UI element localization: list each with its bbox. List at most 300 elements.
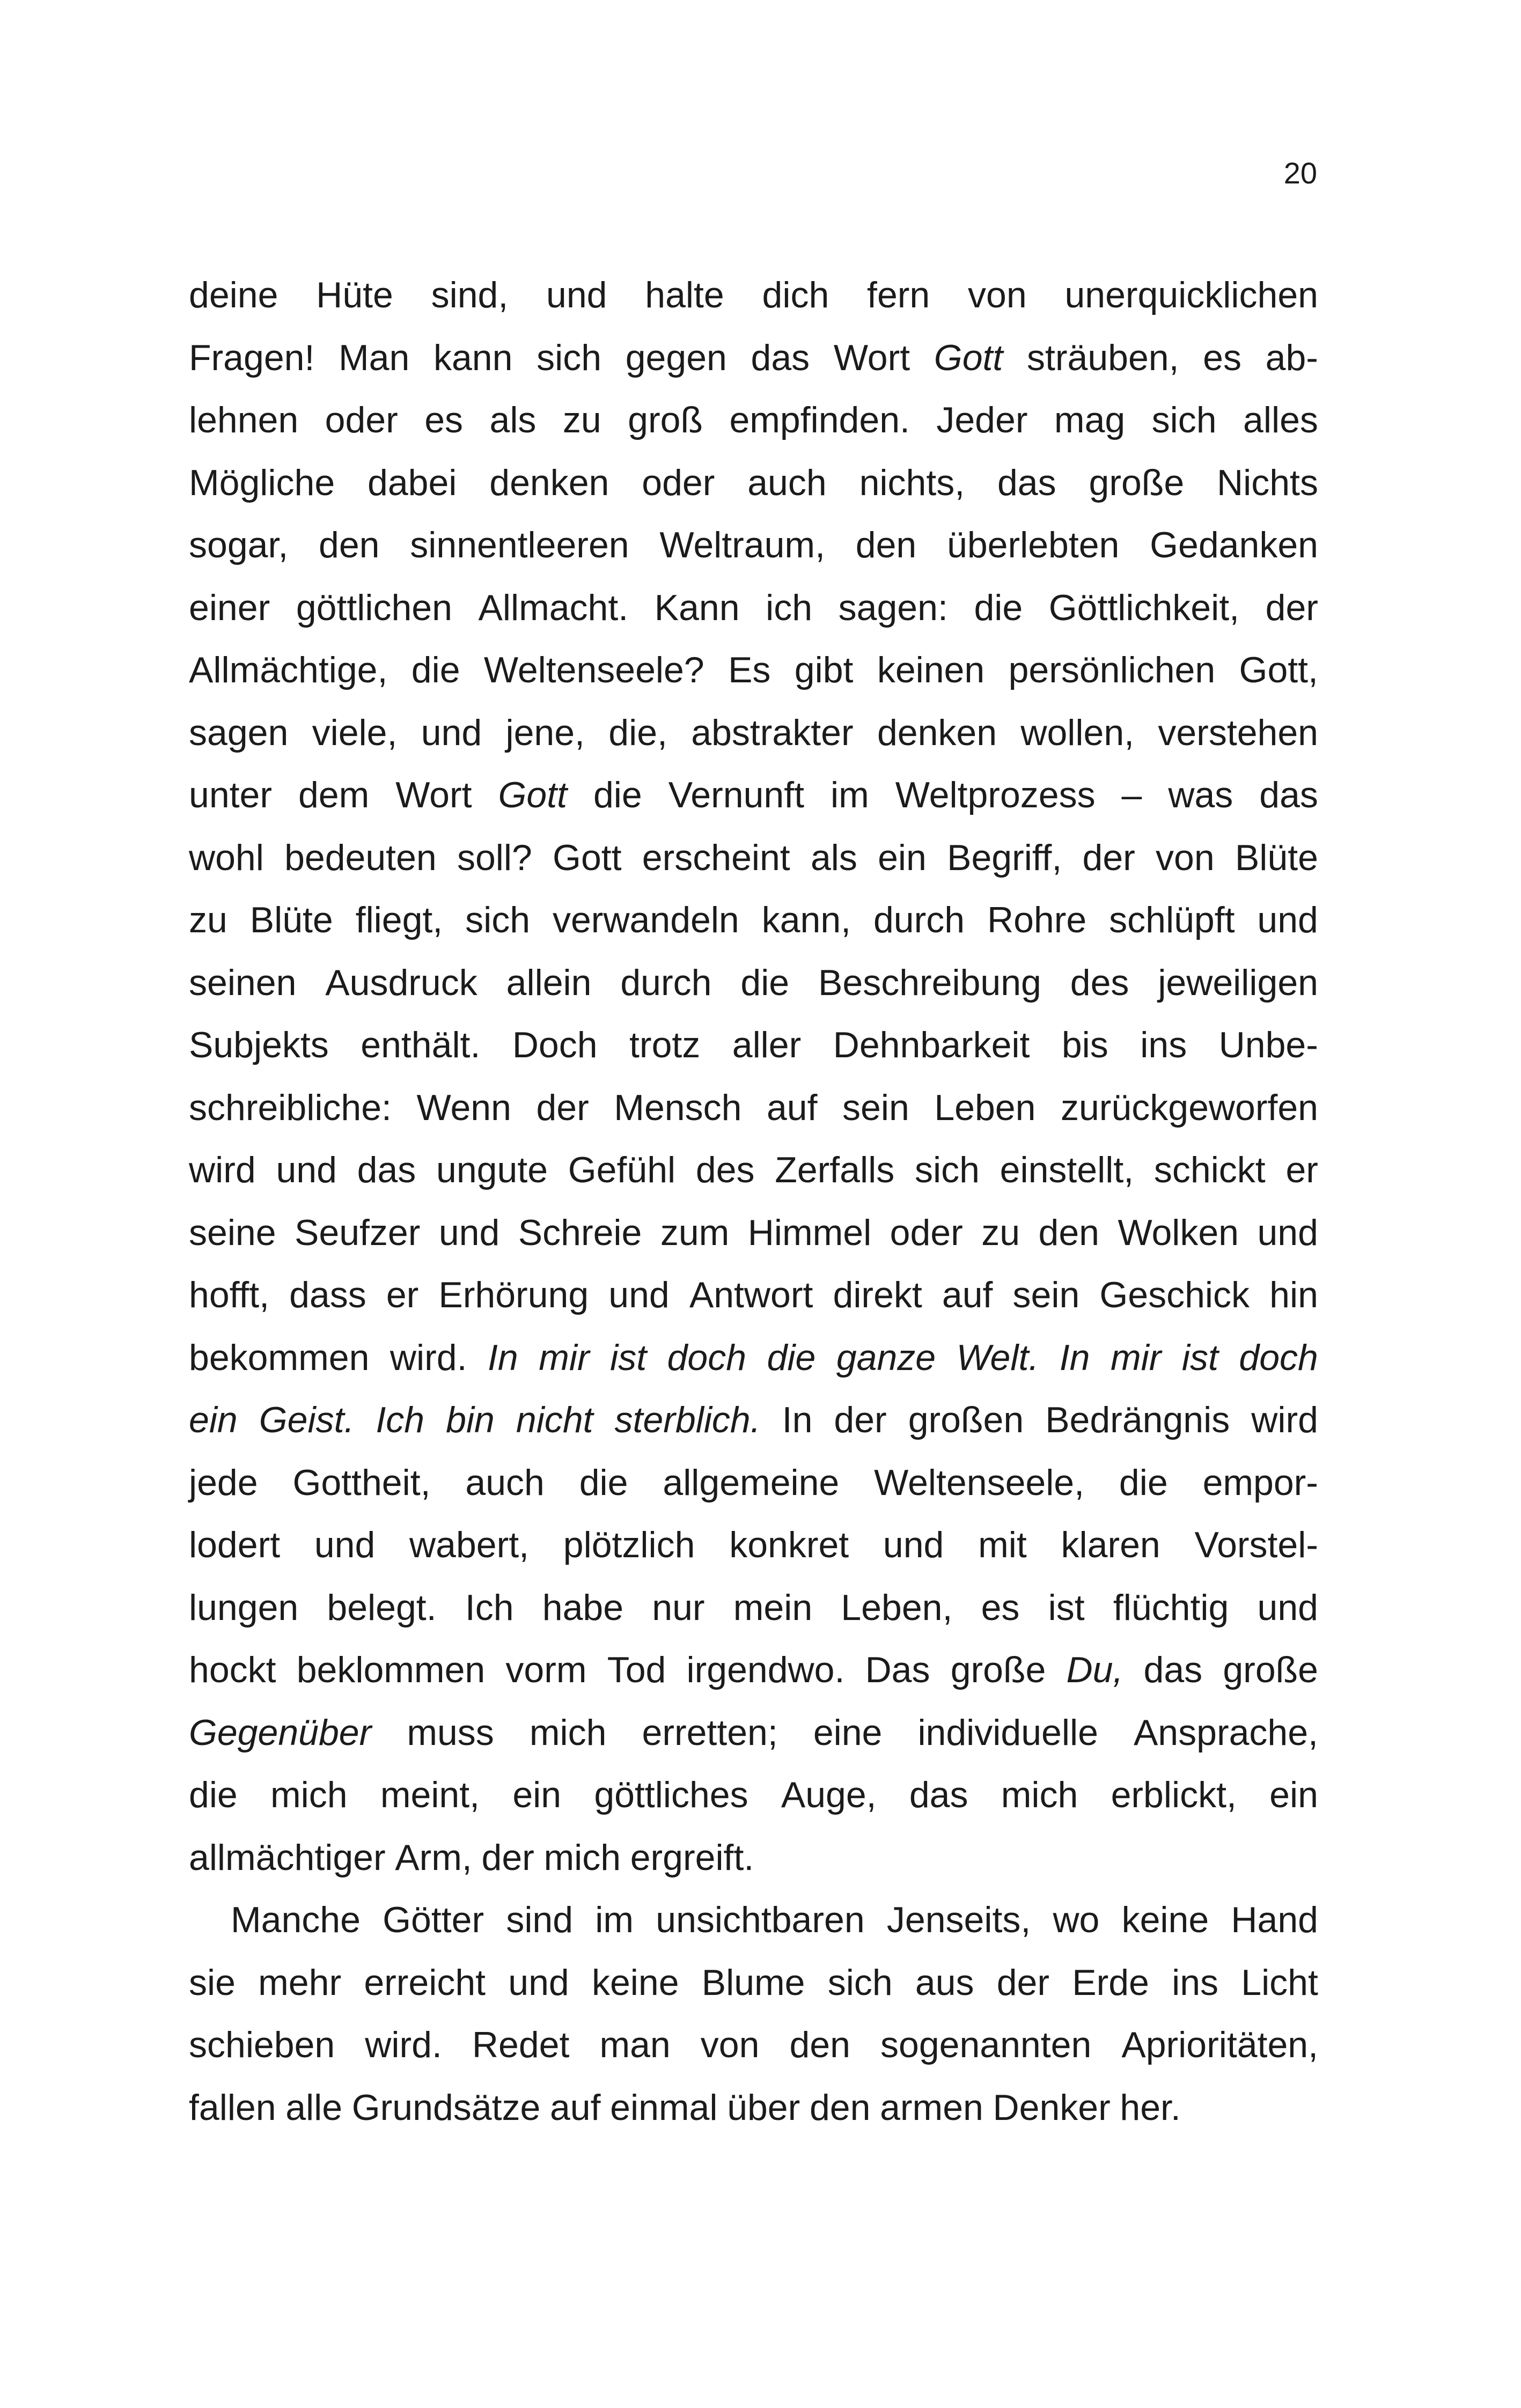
word: Mögliche: [189, 462, 335, 503]
word: unerquicklichen: [1064, 275, 1318, 315]
word: von: [700, 2024, 760, 2065]
text-line: [189, 1889, 1318, 1952]
word: die: [740, 962, 790, 1003]
word: unsichtbaren: [656, 1899, 865, 1940]
word: her.: [1120, 2087, 1181, 2128]
word: die: [411, 650, 460, 690]
word: den: [319, 525, 380, 565]
word: Seufzer: [295, 1212, 421, 1253]
word: Man: [339, 337, 410, 378]
word: Götter: [383, 1899, 484, 1940]
word: Ausdruck: [325, 962, 477, 1003]
word: eine: [813, 1712, 883, 1753]
word: Denker: [993, 2087, 1111, 2128]
word: Vorstel-: [1194, 1525, 1318, 1565]
word: und: [276, 1150, 337, 1190]
italic-word: nicht: [516, 1400, 593, 1440]
word: ein: [878, 837, 927, 878]
word: deine: [189, 275, 278, 315]
word: auch: [465, 1462, 545, 1503]
word: gegen: [625, 337, 727, 378]
word: keine: [591, 1962, 679, 2003]
italic-word: Geist.: [259, 1400, 355, 1440]
text-line: [189, 514, 1318, 577]
word: Leben: [934, 1087, 1036, 1128]
italic-word: ist: [610, 1337, 647, 1378]
word: den: [809, 2087, 871, 2128]
word: wird: [189, 1150, 256, 1190]
text-line: [189, 1577, 1318, 1639]
word: und: [608, 1275, 670, 1315]
word: wollen,: [1020, 712, 1135, 753]
word: sein: [1012, 1275, 1080, 1315]
word: göttliches: [594, 1774, 748, 1815]
word: Aprioritäten,: [1121, 2024, 1318, 2065]
word: die: [189, 1774, 238, 1815]
text-line: [189, 1952, 1318, 2014]
paragraph: [189, 1889, 1318, 2139]
word: beklommen: [296, 1649, 486, 1690]
word: Gott: [553, 837, 622, 878]
word: Göttlichkeit,: [1048, 587, 1240, 628]
word: armen: [880, 2087, 983, 2128]
word: erretten;: [642, 1712, 778, 1753]
word: Begriff,: [947, 837, 1062, 878]
word: sträuben,: [1026, 337, 1179, 378]
word: der: [536, 1087, 589, 1128]
word: sein: [842, 1087, 909, 1128]
word: Auge,: [781, 1774, 877, 1815]
text-line: [189, 577, 1318, 639]
word: Doch: [512, 1025, 598, 1065]
word: mich: [1001, 1774, 1078, 1815]
word: flüchtig: [1113, 1587, 1229, 1628]
text-line: [189, 1327, 1318, 1389]
word: Nichts: [1217, 462, 1318, 503]
word: sinnentleeren: [410, 525, 629, 565]
text-line: [189, 764, 1318, 827]
word: des: [695, 1150, 755, 1190]
word: sich: [465, 900, 531, 940]
word: Dehnbarkeit: [833, 1025, 1030, 1065]
word: nur: [652, 1587, 705, 1628]
word: man: [599, 2024, 671, 2065]
word: Weltprozess: [895, 775, 1096, 815]
word: mein: [733, 1587, 813, 1628]
word: plötzlich: [563, 1525, 695, 1565]
word: sind,: [431, 275, 509, 315]
word: Weltraum,: [659, 525, 825, 565]
word: groß: [628, 400, 703, 440]
word: bekommen: [189, 1337, 370, 1378]
word: große: [1223, 1649, 1318, 1690]
word: Manche: [231, 1899, 361, 1940]
text-line: [189, 1389, 1318, 1452]
word: Rohre: [987, 900, 1087, 940]
word: Himmel: [747, 1212, 872, 1253]
word: was: [1168, 775, 1233, 815]
word: verstehen: [1158, 712, 1318, 753]
italic-word: doch: [667, 1337, 747, 1378]
word: schickt: [1153, 1150, 1266, 1190]
word: große: [950, 1649, 1046, 1690]
word: die,: [608, 712, 667, 753]
word: oder: [325, 400, 398, 440]
word: Weltenseele,: [874, 1462, 1085, 1503]
word: Tod: [607, 1649, 666, 1690]
word: des: [1070, 962, 1129, 1003]
italic-word: die: [767, 1337, 816, 1378]
italic-word: doch: [1239, 1337, 1318, 1378]
word: Gedanken: [1150, 525, 1318, 565]
italic-word: In: [1059, 1337, 1090, 1378]
word: der: [834, 1400, 887, 1440]
word: bis: [1061, 1025, 1108, 1065]
word: der: [996, 1962, 1050, 2003]
word: überlebten: [947, 525, 1120, 565]
word: zu: [981, 1212, 1020, 1253]
word: Unbe-: [1218, 1025, 1318, 1065]
word: trotz: [629, 1025, 701, 1065]
word: den: [789, 2024, 850, 2065]
word: klaren: [1061, 1525, 1160, 1565]
word: lodert: [189, 1525, 281, 1565]
word: sich: [827, 1962, 893, 2003]
text-line: [189, 827, 1318, 889]
word: ich: [766, 587, 813, 628]
word: ergreift.: [630, 1837, 754, 1878]
word: halte: [645, 275, 724, 315]
word: im: [595, 1899, 634, 1940]
word: Gottheit,: [292, 1462, 431, 1503]
word: irgendwo.: [686, 1649, 845, 1690]
word: fern: [867, 275, 930, 315]
word: habe: [542, 1587, 624, 1628]
word: aus: [915, 1962, 974, 2003]
word: jeweiligen: [1158, 962, 1318, 1003]
word: den: [855, 525, 917, 565]
word: hockt: [189, 1649, 276, 1690]
word: zu: [562, 400, 601, 440]
word: Wolken: [1118, 1212, 1239, 1253]
text-line: [189, 1702, 1318, 1764]
word: der: [1082, 837, 1135, 878]
word: auf: [766, 1087, 818, 1128]
word: die: [1119, 1462, 1168, 1503]
word: sich: [914, 1150, 980, 1190]
word: als: [810, 837, 857, 878]
word: zu: [189, 900, 227, 940]
word: und: [1257, 1587, 1318, 1628]
word: individuelle: [917, 1712, 1098, 1753]
word: Erde: [1072, 1962, 1149, 2003]
word: Leben,: [841, 1587, 953, 1628]
italic-word: mir: [539, 1337, 590, 1378]
italic-word: Du,: [1066, 1649, 1123, 1690]
word: wabert,: [409, 1525, 530, 1565]
word: einmal: [610, 2087, 718, 2128]
word: jede: [189, 1462, 258, 1503]
word: auch: [747, 462, 827, 503]
word: allein: [506, 962, 592, 1003]
word: bedeuten: [284, 837, 437, 878]
text-line: [189, 889, 1318, 952]
italic-word: In: [487, 1337, 518, 1378]
word: muss: [407, 1712, 494, 1753]
word: hin: [1269, 1275, 1318, 1315]
word: einer: [189, 587, 270, 628]
word: allmächtiger: [189, 1837, 386, 1878]
word: mich: [270, 1774, 348, 1815]
word: der: [481, 1837, 534, 1878]
word: göttlichen: [296, 587, 452, 628]
word: sich: [537, 337, 602, 378]
word: und: [546, 275, 607, 315]
word: dem: [298, 775, 370, 815]
word: enthält.: [361, 1025, 481, 1065]
word: alles: [1243, 400, 1318, 440]
word: seinen: [189, 962, 297, 1003]
word: im: [830, 775, 869, 815]
word: und: [1257, 1212, 1318, 1253]
word: ein: [1269, 1774, 1318, 1815]
word: zum: [660, 1212, 730, 1253]
word: Arm,: [395, 1837, 472, 1878]
word: mag: [1054, 400, 1126, 440]
word: Redet: [472, 2024, 570, 2065]
text-line: [189, 1452, 1318, 1514]
word: den: [1038, 1212, 1100, 1253]
word: dich: [762, 275, 829, 315]
text-line: [189, 1014, 1318, 1077]
word: aller: [732, 1025, 802, 1065]
word: Es: [728, 650, 771, 690]
word: Weltenseele?: [483, 650, 704, 690]
word: Blüte: [1235, 837, 1318, 878]
word: durch: [873, 900, 965, 940]
italic-word: mir: [1110, 1337, 1162, 1378]
word: Beschreibung: [818, 962, 1041, 1003]
word: alle: [285, 2087, 343, 2128]
word: keinen: [877, 650, 985, 690]
word: unter: [189, 775, 272, 815]
word: die: [974, 587, 1023, 628]
italic-word: sterblich.: [614, 1400, 761, 1440]
word: jene,: [505, 712, 585, 753]
word: Zerfalls: [775, 1150, 895, 1190]
word: ein: [512, 1774, 562, 1815]
word: verwandeln: [552, 900, 739, 940]
word: denken: [489, 462, 609, 503]
text-line: [189, 1639, 1318, 1702]
word: Vernunft: [668, 775, 804, 815]
text-line: [189, 952, 1318, 1014]
word: Wenn: [416, 1087, 511, 1128]
word: ab-: [1265, 337, 1318, 378]
word: die: [579, 1462, 628, 1503]
word: es: [981, 1587, 1020, 1628]
word: sogar,: [189, 525, 289, 565]
word: über: [727, 2087, 800, 2128]
text-line: [189, 2014, 1318, 2076]
word: schreibliche:: [189, 1087, 392, 1128]
text-line: [189, 702, 1318, 764]
word: schlüpft: [1109, 900, 1235, 940]
word: sagen:: [838, 587, 948, 628]
word: als: [489, 400, 537, 440]
word: Jenseits,: [886, 1899, 1031, 1940]
word: Wort: [833, 337, 910, 378]
word: es: [1203, 337, 1241, 378]
word: soll?: [457, 837, 532, 878]
word: Bedrängnis: [1045, 1400, 1230, 1440]
word: mehr: [258, 1962, 342, 2003]
word: denken: [877, 712, 997, 753]
text-line: [189, 1514, 1318, 1577]
word: Geschick: [1099, 1275, 1250, 1315]
word: Ich: [465, 1587, 514, 1628]
italic-word: ganze: [836, 1337, 936, 1378]
word: Mensch: [614, 1087, 742, 1128]
word: Ansprache,: [1133, 1712, 1318, 1753]
word: Erhörung: [438, 1275, 589, 1315]
word: er: [386, 1275, 419, 1315]
word: er: [1285, 1150, 1318, 1190]
word: abstrakter: [691, 712, 854, 753]
word: Allmächtige,: [189, 650, 388, 690]
text-line: [189, 2076, 1318, 2139]
word: Allmacht.: [478, 587, 629, 628]
word: wird: [1251, 1400, 1318, 1440]
word: In: [782, 1400, 813, 1440]
word: seine: [189, 1212, 276, 1253]
word: das: [997, 462, 1056, 503]
word: große: [1089, 462, 1185, 503]
word: ins: [1172, 1962, 1219, 2003]
italic-word: Ich: [376, 1400, 425, 1440]
word: Wort: [395, 775, 472, 815]
word: empfinden.: [729, 400, 910, 440]
word: und: [508, 1962, 569, 2003]
word: empor-: [1202, 1462, 1318, 1503]
word: mit: [978, 1525, 1027, 1565]
italic-word: ein: [189, 1400, 238, 1440]
word: und: [1257, 900, 1318, 940]
word: direkt: [833, 1275, 922, 1315]
word: sich: [1151, 400, 1217, 440]
word: schieben: [189, 2024, 335, 2065]
word: und: [421, 712, 482, 753]
text-line: [189, 452, 1318, 514]
word: und: [314, 1525, 376, 1565]
word: konkret: [729, 1525, 849, 1565]
word: wird.: [390, 1337, 467, 1378]
word: persönlichen: [1008, 650, 1216, 690]
word: Hand: [1231, 1899, 1318, 1940]
word: meint,: [380, 1774, 480, 1815]
word: einstellt,: [1000, 1150, 1134, 1190]
word: Fragen!: [189, 337, 315, 378]
word: dabei: [368, 462, 457, 503]
word: der: [1265, 587, 1318, 628]
word: wo: [1053, 1899, 1100, 1940]
word: großen: [908, 1400, 1024, 1440]
word: sogenannten: [880, 2024, 1092, 2065]
word: Das: [865, 1649, 930, 1690]
word: mich: [529, 1712, 607, 1753]
word: kann: [433, 337, 513, 378]
word: keine: [1121, 1899, 1209, 1940]
word: Kann: [654, 587, 740, 628]
word: Hüte: [316, 275, 393, 315]
word: Subjekts: [189, 1025, 329, 1065]
word: –: [1121, 775, 1142, 815]
word: dass: [289, 1275, 366, 1315]
word: von: [968, 275, 1027, 315]
word: Licht: [1241, 1962, 1318, 2003]
word: oder: [642, 462, 715, 503]
body-text: [189, 264, 1318, 2139]
text-line: [189, 1764, 1318, 1827]
text-line: [189, 1139, 1318, 1202]
word: Gefühl: [568, 1150, 676, 1190]
word: hofft,: [189, 1275, 269, 1315]
word: Grundsätze: [351, 2087, 541, 2128]
word: belegt.: [327, 1587, 437, 1628]
word: von: [1156, 837, 1215, 878]
italic-word: bin: [446, 1400, 495, 1440]
word: durch: [620, 962, 712, 1003]
word: Schreie: [518, 1212, 642, 1253]
word: ungute: [436, 1150, 548, 1190]
text-line: [189, 1264, 1318, 1327]
word: Blüte: [249, 900, 333, 940]
text-line: [189, 639, 1318, 702]
word: erscheint: [642, 837, 790, 878]
word: oder: [890, 1212, 963, 1253]
word: zurückgeworfen: [1060, 1087, 1318, 1128]
word: es: [424, 400, 464, 440]
word: gibt: [794, 650, 854, 690]
word: allgemeine: [663, 1462, 840, 1503]
word: sind: [506, 1899, 574, 1940]
word: Antwort: [689, 1275, 813, 1315]
text-line: [189, 327, 1318, 389]
word: sagen: [189, 712, 289, 753]
word: mich: [543, 1837, 621, 1878]
word: und: [438, 1212, 500, 1253]
word: und: [883, 1525, 944, 1565]
text-line: [189, 1077, 1318, 1139]
word: erblickt,: [1111, 1774, 1237, 1815]
word: wohl: [189, 837, 264, 878]
word: ist: [1048, 1587, 1085, 1628]
italic-word: Gegenüber: [189, 1712, 372, 1753]
page-number: 20: [1283, 156, 1317, 190]
word: wird.: [365, 2024, 442, 2065]
italic-word: ist: [1181, 1337, 1218, 1378]
word: das: [357, 1150, 416, 1190]
paragraph: [189, 264, 1318, 1889]
word: lehnen: [189, 400, 299, 440]
word: vorm: [505, 1649, 587, 1690]
word: auf: [549, 2087, 601, 2128]
word: das: [751, 337, 810, 378]
word: das: [1143, 1649, 1203, 1690]
word: viele,: [312, 712, 398, 753]
text-line: [189, 264, 1318, 327]
word: die: [593, 775, 642, 815]
